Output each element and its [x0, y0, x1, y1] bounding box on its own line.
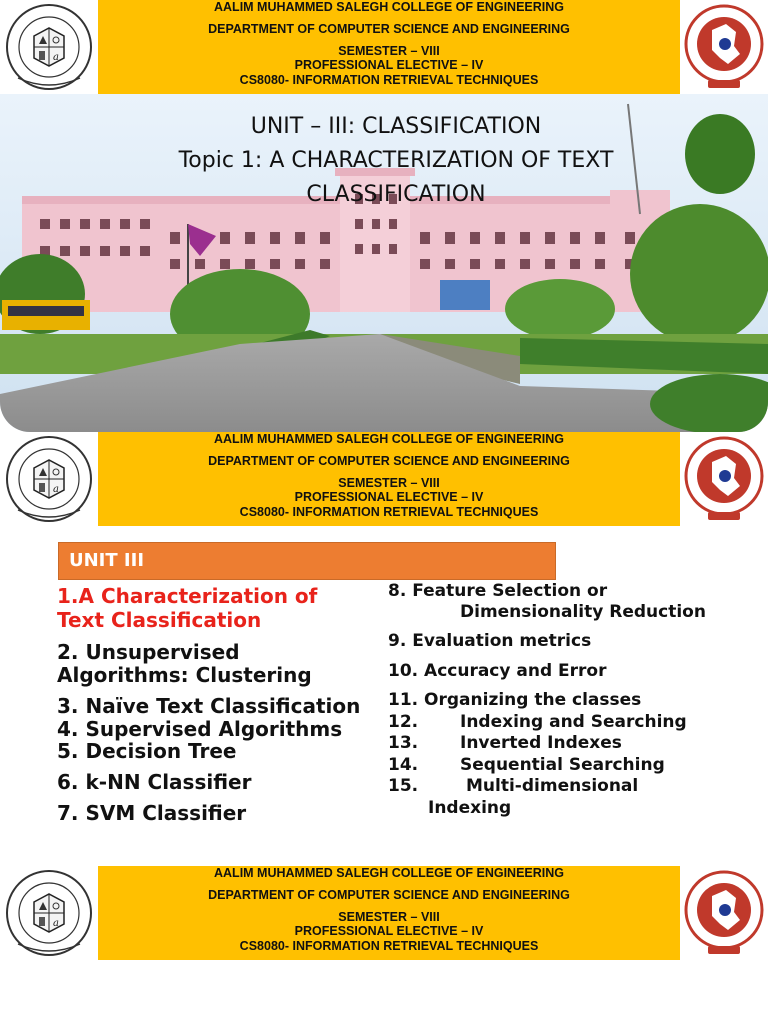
topic-13-number: 13. — [388, 733, 419, 753]
topic-1-line1: 1.A Characterization of — [57, 584, 318, 608]
slide-title-line2: Topic 1: A CHARACTERIZATION OF TEXT — [178, 148, 614, 173]
svg-text:a: a — [53, 918, 59, 929]
college-name: AALIM MUHAMMED SALEGH COLLEGE OF ENGINEERING — [214, 866, 564, 880]
elective-label: PROFESSIONAL ELECTIVE – IV — [294, 58, 484, 72]
elective-label: PROFESSIONAL ELECTIVE – IV — [294, 924, 484, 938]
topic-15-label: Multi-dimensional — [466, 776, 639, 796]
topic-10: 10. Accuracy and Error — [388, 661, 607, 681]
department-name: DEPARTMENT OF COMPUTER SCIENCE AND ENGINEERING — [208, 888, 570, 902]
svg-text:a: a — [53, 484, 59, 495]
course-label: CS8080- INFORMATION RETRIEVAL TECHNIQUES — [239, 939, 539, 953]
topic-3: 3. Naïve Text Classification — [57, 694, 361, 718]
topic-2-line2: Algorithms: Clustering — [57, 663, 312, 687]
topic-8-line1: 8. Feature Selection or — [388, 581, 608, 601]
accreditation-seal — [682, 2, 766, 92]
accreditation-seal — [682, 434, 766, 524]
topic-8-line2: Dimensionality Reduction — [460, 602, 706, 622]
topic-15-number: 15. — [388, 776, 419, 796]
semester-label: SEMESTER – VIII — [338, 476, 440, 490]
topic-5: 5. Decision Tree — [57, 739, 237, 763]
semester-label: SEMESTER – VIII — [338, 44, 440, 58]
topic-7: 7. SVM Classifier — [57, 801, 247, 825]
header-banner-1 — [0, 0, 768, 94]
header-banner-2 — [0, 432, 768, 526]
topic-9: 9. Evaluation metrics — [388, 631, 592, 651]
topic-4: 4. Supervised Algorithms — [57, 717, 343, 741]
slide-title-line3: CLASSIFICATION — [306, 182, 486, 207]
topic-13-label: Inverted Indexes — [460, 733, 622, 753]
unit-label: UNIT III — [69, 550, 145, 571]
course-label: CS8080- INFORMATION RETRIEVAL TECHNIQUES — [239, 505, 539, 519]
college-name: AALIM MUHAMMED SALEGH COLLEGE OF ENGINEERING — [214, 432, 564, 446]
campus-photo-slide — [0, 94, 768, 432]
topic-14-label: Sequential Searching — [460, 755, 665, 775]
department-name: DEPARTMENT OF COMPUTER SCIENCE AND ENGINEERING — [208, 454, 570, 468]
college-logo — [4, 434, 94, 524]
topic-6: 6. k-NN Classifier — [57, 770, 252, 794]
header-banner-3 — [0, 866, 768, 960]
college-logo — [4, 2, 94, 92]
unit-heading-bar — [58, 542, 556, 580]
slide-title-line1: UNIT – III: CLASSIFICATION — [250, 114, 542, 139]
semester-label: SEMESTER – VIII — [338, 910, 440, 924]
topic-12-label: Indexing and Searching — [460, 712, 687, 732]
elective-label: PROFESSIONAL ELECTIVE – IV — [294, 490, 484, 504]
topic-11: 11. Organizing the classes — [388, 690, 642, 710]
college-logo — [4, 868, 94, 958]
college-name: AALIM MUHAMMED SALEGH COLLEGE OF ENGINEERING — [214, 0, 564, 14]
topic-14-number: 14. — [388, 755, 419, 775]
svg-text:a: a — [53, 52, 59, 63]
topic-12-number: 12. — [388, 712, 419, 732]
topic-15-line2: Indexing — [428, 798, 512, 818]
topic-1-line2: Text Classification — [57, 608, 262, 632]
department-name: DEPARTMENT OF COMPUTER SCIENCE AND ENGINEERING — [208, 22, 570, 36]
topic-2-line1: 2. Unsupervised — [57, 640, 240, 664]
accreditation-seal — [682, 868, 766, 958]
course-label: CS8080- INFORMATION RETRIEVAL TECHNIQUES — [239, 73, 539, 87]
